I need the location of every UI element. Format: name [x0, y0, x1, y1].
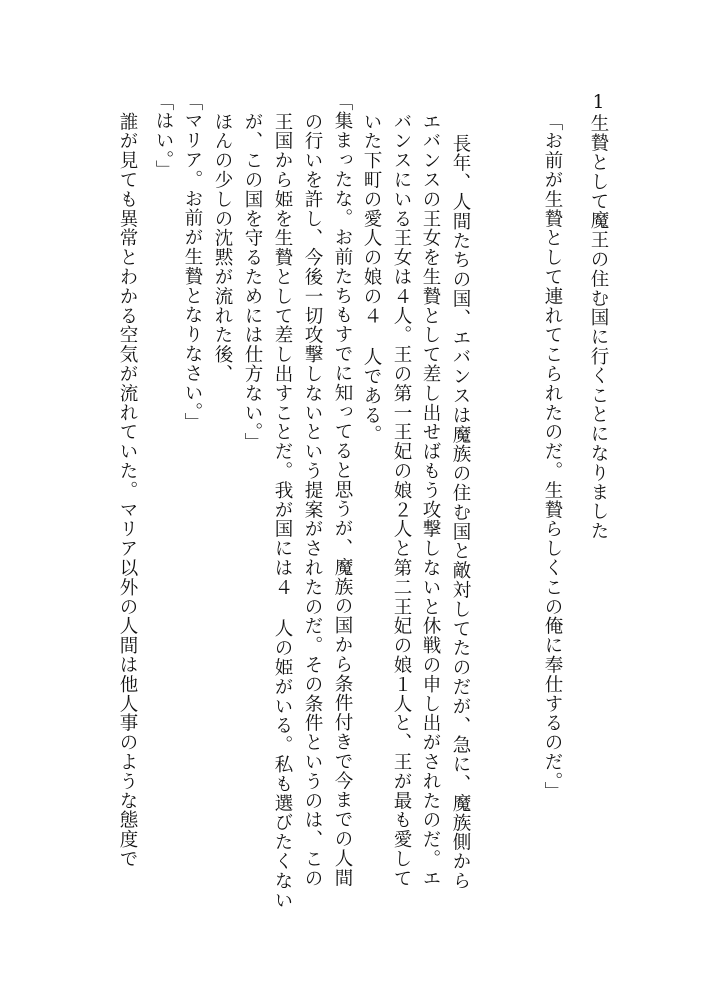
paragraph-line: ほんの少しの沈黙が流れた後、 [212, 112, 233, 384]
paragraph-line: 「マリア。お前が生贄となりなさい。」 [182, 92, 203, 432]
paragraph-line: が、この国を守るためには仕方ない。」 [242, 112, 263, 452]
paragraph-line: 誰が見ても異常とわかる空気が流れていた。マリア以外の人間は他人事のような態度で [117, 112, 138, 869]
chapter-title: 1生贄として魔王の住む国に行くことになりました [588, 92, 609, 541]
paragraph-line: いた下町の愛人の娘の４ 人である。 [361, 112, 382, 445]
paragraph-line: バンスにいる王女は４人。王の第一王妃の娘２人と第二王妃の娘１人と、王が最も愛して [391, 112, 412, 888]
paragraph-line: 「集まったな。お前たちもすでに知ってると思うが、魔族の国から条件付きで今までの人間 [332, 92, 353, 888]
paragraph-line: 「お前が生贄として連れてこられたのだ。生贄らしくこの俺に奉仕するのだ。」 [542, 112, 563, 802]
paragraph-line: エバンスの王女を生贄として差し出せばもう攻撃しないと休戦の申し出がされたのだ。エ [420, 112, 441, 888]
paragraph-line: の行いを許し、今後一切攻撃しないという提案がされたのだ。その条件というのは、この [302, 112, 323, 888]
paragraph-line: 「はい。」 [153, 92, 174, 180]
paragraph-line: 長年、人間たちの国、エバンスは魔族の住む国と敵対してたのだが、急に、魔族側から [450, 134, 471, 891]
paragraph-line: 王国から姫を生贄として差し出すことだ。我が国には４ 人の姫がいる。私も選びたくない [272, 112, 293, 910]
